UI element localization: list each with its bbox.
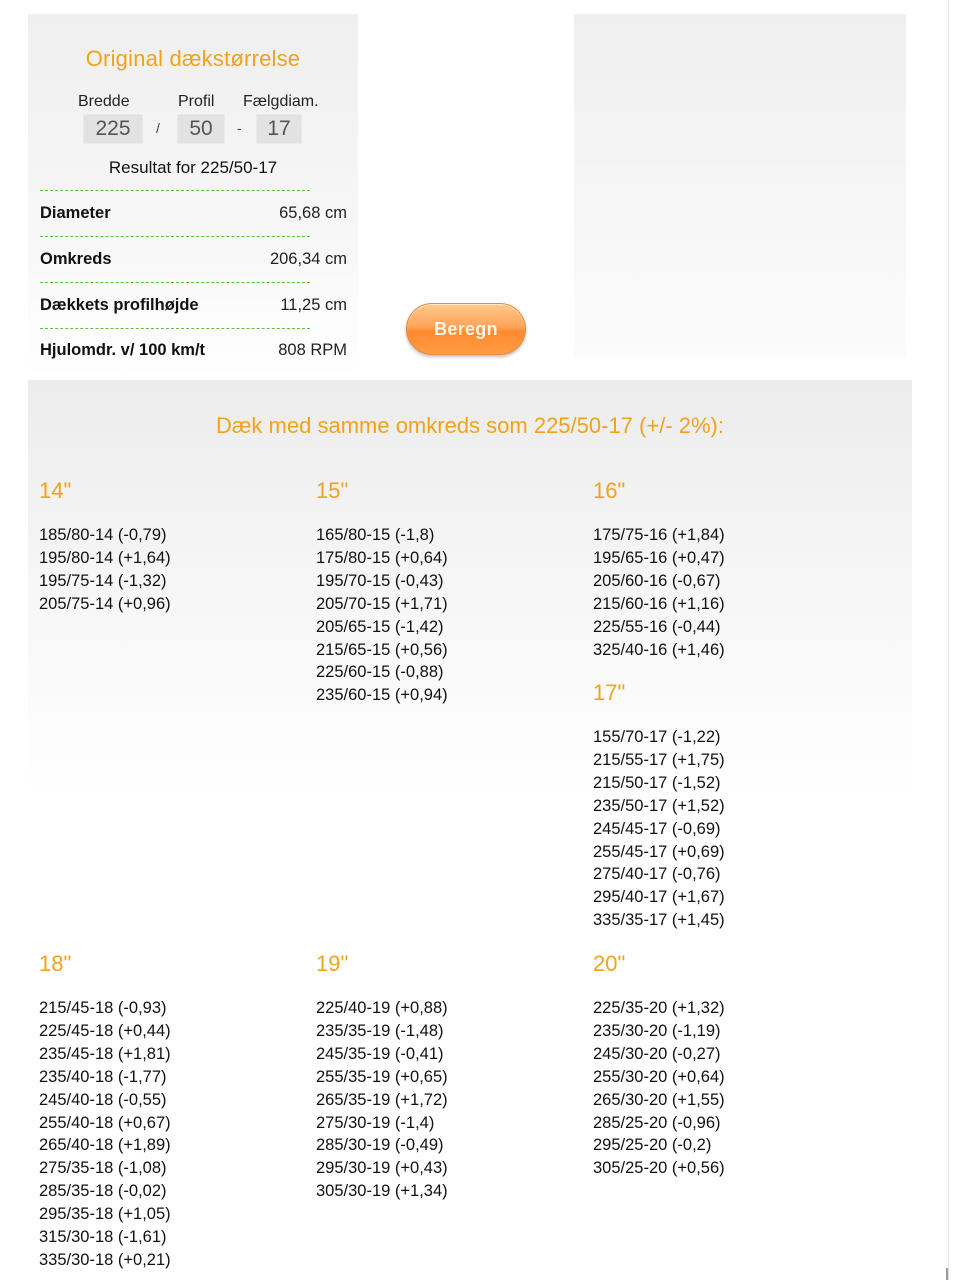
tire-size-item: 235/50-17 (+1,52) — [593, 796, 725, 815]
tire-size-item: 195/70-15 (-0,43) — [316, 571, 444, 590]
rim-heading-18: 18" — [39, 951, 72, 976]
tire-size-item: 205/65-15 (-1,42) — [316, 617, 444, 636]
tire-size-item: 305/30-19 (+1,34) — [316, 1182, 448, 1201]
tire-size-item: 175/80-15 (+0,64) — [316, 548, 448, 567]
tire-size-item: 265/30-20 (+1,55) — [593, 1090, 725, 1109]
tire-size-list — [39, 524, 299, 616]
rim-group-14 — [39, 480, 299, 616]
profile-select[interactable]: 50 — [177, 114, 225, 144]
tire-size-item: 235/30-20 (-1,19) — [593, 1021, 721, 1040]
tire-size-item: 195/75-14 (-1,32) — [39, 571, 167, 590]
tire-size-item: 255/30-20 (+0,64) — [593, 1067, 725, 1086]
rim-heading-19: 19" — [316, 951, 349, 976]
rpm-value: 808 RPM — [278, 341, 347, 359]
tire-size-item: 335/30-18 (+0,21) — [39, 1250, 171, 1269]
tire-size-list — [39, 997, 299, 1272]
rim-heading-17: 17" — [593, 680, 626, 705]
rim-heading-15: 15" — [316, 478, 349, 503]
tire-size-item: 195/80-14 (+1,64) — [39, 548, 171, 567]
tire-size-item: 295/30-19 (+0,43) — [316, 1159, 448, 1178]
tire-size-list — [593, 997, 853, 1180]
tire-size-item: 245/30-20 (-0,27) — [593, 1044, 721, 1063]
rim-group-15 — [316, 480, 576, 707]
rim-group-17 — [593, 682, 853, 932]
tire-size-item: 225/35-20 (+1,32) — [593, 999, 725, 1017]
result-title: Resultat for 225/50-17 — [108, 158, 278, 177]
tire-size-item: 225/45-18 (+0,44) — [39, 1021, 171, 1040]
tire-size-item: 205/70-15 (+1,71) — [316, 594, 448, 613]
calculate-button[interactable]: Beregn — [406, 303, 526, 355]
equivalent-tires-panel — [28, 380, 912, 1280]
diameter-label: Diameter — [40, 204, 111, 222]
profile-label: Profil — [178, 93, 215, 110]
divider — [40, 190, 310, 191]
sidewall-height-label: Dækkets profilhøjde — [40, 296, 199, 314]
tire-size-item: 285/35-18 (-0,02) — [39, 1182, 167, 1201]
tire-size-item: 265/35-19 (+1,72) — [316, 1090, 448, 1109]
rim-heading-16: 16" — [593, 478, 626, 503]
rim-group-16 — [593, 480, 853, 661]
tire-size-item: 295/25-20 (-0,2) — [593, 1136, 712, 1155]
tire-size-item: 235/35-19 (-1,48) — [316, 1021, 444, 1040]
tire-size-item: 225/60-15 (-0,88) — [316, 663, 444, 682]
tire-size-item: 225/40-19 (+0,88) — [316, 999, 448, 1017]
tire-size-item: 235/45-18 (+1,81) — [39, 1044, 171, 1063]
divider — [40, 236, 310, 237]
tire-size-list — [593, 524, 853, 661]
tire-size-item: 215/55-17 (+1,75) — [593, 750, 725, 769]
calculator-title: Original dækstørrelse — [85, 46, 301, 71]
slash-separator: / — [156, 120, 160, 136]
tire-size-item: 175/75-16 (+1,84) — [593, 526, 725, 544]
tire-size-item: 235/60-15 (+0,94) — [316, 686, 448, 705]
diameter-value: 65,68 cm — [279, 204, 347, 222]
divider — [40, 328, 310, 329]
tire-size-item: 245/40-18 (-0,55) — [39, 1090, 167, 1109]
tire-size-item: 255/45-17 (+0,69) — [593, 842, 725, 861]
tire-calculator-panel — [28, 14, 358, 380]
tire-size-item: 215/60-16 (+1,16) — [593, 594, 725, 613]
dash-separator: - — [237, 120, 242, 136]
tire-size-item: 155/70-17 (-1,22) — [593, 728, 721, 746]
tire-size-item: 215/65-15 (+0,56) — [316, 640, 448, 659]
rim-group-20 — [593, 953, 853, 1180]
rpm-label: Hjulomdr. v/ 100 km/t — [40, 341, 206, 359]
rim-heading-20: 20" — [593, 951, 626, 976]
divider — [40, 282, 310, 283]
sidewall-height-value: 11,25 cm — [280, 296, 347, 314]
tire-size-item: 275/30-19 (-1,4) — [316, 1113, 435, 1132]
rim-label: Fælgdiam. — [243, 93, 319, 110]
tire-size-list — [316, 997, 576, 1203]
scroll-edge — [948, 0, 949, 1280]
rim-select[interactable]: 17 — [256, 114, 302, 144]
tire-size-item: 215/45-18 (-0,93) — [39, 999, 167, 1017]
tire-size-item: 275/40-17 (-0,76) — [593, 865, 721, 884]
tire-size-item: 205/75-14 (+0,96) — [39, 594, 171, 613]
tire-size-item: 205/60-16 (-0,67) — [593, 571, 721, 590]
tire-size-item: 315/30-18 (-1,61) — [39, 1228, 167, 1247]
tire-size-item: 285/25-20 (-0,96) — [593, 1113, 721, 1132]
width-label: Bredde — [78, 93, 130, 110]
tire-size-item: 295/40-17 (+1,67) — [593, 888, 725, 907]
rim-heading-14: 14" — [39, 478, 72, 503]
tire-size-item: 225/55-16 (-0,44) — [593, 617, 721, 636]
rim-group-18 — [39, 953, 299, 1272]
tire-size-item: 265/40-18 (+1,89) — [39, 1136, 171, 1155]
tire-size-list — [593, 726, 853, 932]
tire-size-item: 165/80-15 (-1,8) — [316, 526, 435, 544]
tire-size-list — [316, 524, 576, 707]
tire-size-item: 195/65-16 (+0,47) — [593, 548, 725, 567]
tire-size-item: 245/45-17 (-0,69) — [593, 819, 721, 838]
tire-size-item: 255/35-19 (+0,65) — [316, 1067, 448, 1086]
tire-size-item: 295/35-18 (+1,05) — [39, 1205, 171, 1224]
tire-size-item: 235/40-18 (-1,77) — [39, 1067, 167, 1086]
circumference-label: Omkreds — [40, 250, 112, 268]
tire-size-item: 325/40-16 (+1,46) — [593, 640, 725, 659]
tire-size-item: 275/35-18 (-1,08) — [39, 1159, 167, 1178]
tire-size-item: 255/40-18 (+0,67) — [39, 1113, 171, 1132]
results-title: Dæk med samme omkreds som 225/50-17 (+/- 2%): — [215, 413, 724, 438]
scrollbar-thumb[interactable] — [946, 1268, 948, 1280]
tire-size-item: 335/35-17 (+1,45) — [593, 911, 725, 930]
ad-placeholder — [574, 14, 906, 358]
width-select[interactable]: 225 — [83, 114, 143, 144]
circumference-value: 206,34 cm — [269, 250, 347, 268]
tire-size-item: 185/80-14 (-0,79) — [39, 526, 167, 544]
rim-group-19 — [316, 953, 576, 1203]
tire-size-item: 215/50-17 (-1,52) — [593, 773, 721, 792]
tire-size-item: 305/25-20 (+0,56) — [593, 1159, 725, 1178]
tire-size-item: 245/35-19 (-0,41) — [316, 1044, 444, 1063]
tire-size-item: 285/30-19 (-0,49) — [316, 1136, 444, 1155]
